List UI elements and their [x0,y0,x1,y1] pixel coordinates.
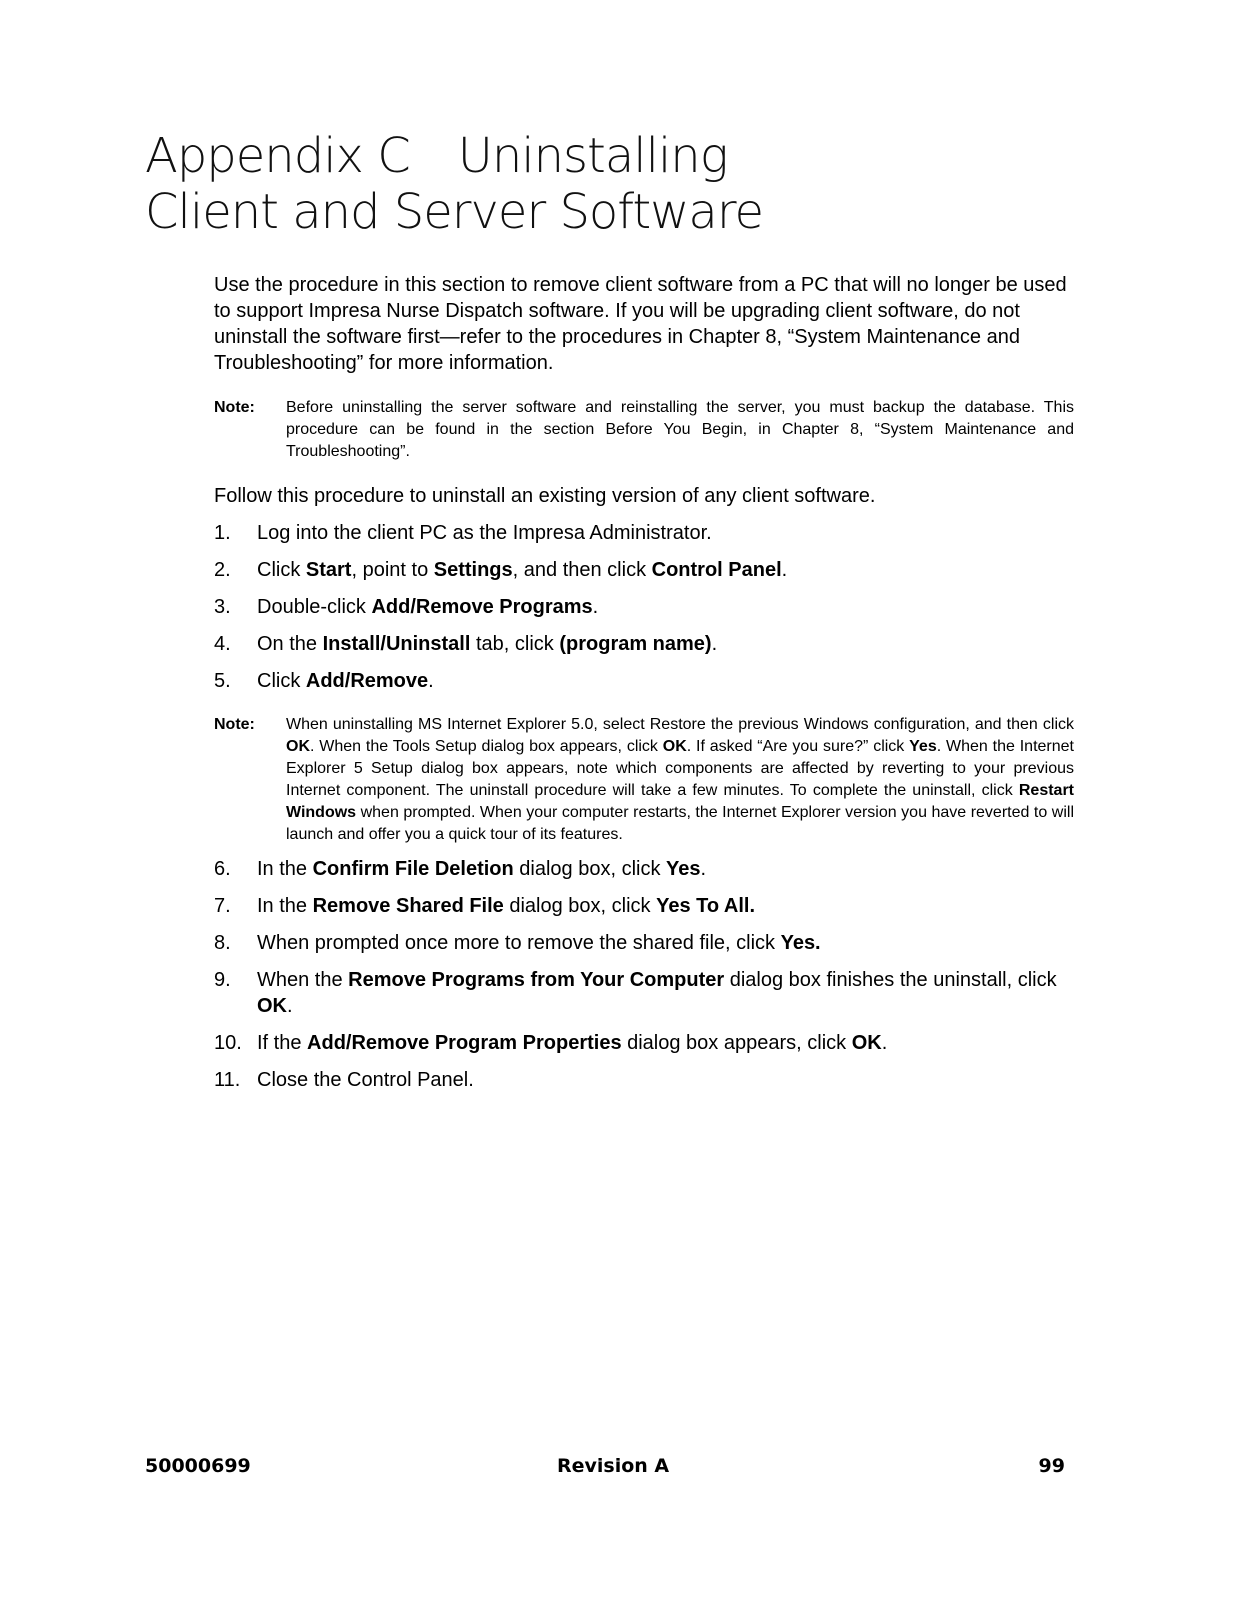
step-text [257,1067,1074,1093]
step-text-part: In the [257,858,313,880]
step-text-part: . When the Internet Explorer 5 Setup dialog box appears, note which components are affected by reverting to your previous Internet component. The uninstall procedure will take a few minutes. To complete the uninstall, click [286,738,1074,799]
list-item [214,631,1074,657]
list-item [214,893,1074,919]
step-number: 9. [214,969,231,991]
procedure-lead: Follow this procedure to uninstall an existing version of any client software. [214,485,876,507]
step-text [257,967,1074,1019]
list-item [214,594,1074,620]
title-appendix: Appendix C [145,128,410,184]
ui-term: Start [305,559,352,581]
step-text [257,557,1074,583]
ui-term: OK [851,1032,882,1054]
step-text [257,1030,1074,1056]
step-text-part: When prompted once more to remove the shared file, click [257,932,781,954]
step-text-part: . [592,596,599,618]
step-number: 2. [214,559,231,581]
ui-term: Add/Remove Programs [371,596,593,618]
step-text-part: Click [257,559,306,581]
step-number: 3. [214,596,231,618]
step-number: 10. [214,1032,242,1054]
footer-revision: Revision A [557,1455,670,1477]
list-item [214,856,1074,882]
footer-doc-number: 50000699 [145,1455,251,1477]
list-item [214,930,1074,956]
ui-term: (program name) [559,633,712,655]
step-text-part: tab, click [470,633,560,655]
step-text-part: Click [257,670,306,692]
step-text-part: , and then click [512,559,652,581]
steps-list-a [214,520,1074,705]
step-number: 7. [214,895,231,917]
step-text-part: . [700,858,707,880]
ui-term: OK [286,738,310,755]
step-text-part: when prompted. When your computer restarts, the Internet Explorer version you have reverted to will launch and offer you a quick tour of its features. [286,804,1074,843]
note-backup [214,397,1074,463]
step-text-part: When uninstalling MS Internet Explorer 5.0, select Restore the previous Windows configuration, and then click [286,716,1074,733]
step-text-part: . [287,995,293,1017]
step-text [257,594,1074,620]
ui-term: OK [662,738,687,755]
ui-term: Yes [666,858,701,880]
step-text-part: . If asked “Are you sure?” click [686,738,910,755]
step-text-part: dialog box, click [503,895,657,917]
note-text [286,714,1074,846]
step-number: 8. [214,932,231,954]
ui-term: Remove Programs from Your Computer [348,969,725,991]
list-item [214,668,1074,694]
step-text-part: . [428,670,434,692]
step-text-part: Double-click [257,596,372,618]
step-text-part: dialog box, click [513,858,667,880]
ui-term: OK [257,995,287,1017]
list-item [214,967,1074,1019]
ui-term: Control Panel [651,559,782,581]
ui-term: Add/Remove Program Properties [307,1032,622,1054]
list-item [214,520,1074,546]
step-number: 1. [214,522,231,544]
title-uninstalling: Uninstalling [457,128,728,184]
step-text-part: If the [257,1032,308,1054]
step-text-part: In the [257,895,313,917]
step-text-part: On the [257,633,323,655]
ui-term: Yes [909,738,937,755]
ui-term: Confirm File Deletion [312,858,514,880]
step-number: 6. [214,858,231,880]
list-item [214,1030,1074,1056]
step-number: 11. [214,1069,241,1091]
step-text-part: dialog box finishes the uninstall, click [724,969,1057,991]
step-number: 4. [214,633,231,655]
list-item [214,557,1074,583]
step-text [257,930,1074,956]
ui-term: Yes To All. [656,895,756,917]
note-text: Before uninstalling the server software and reinstalling the server, you must backup the database. This procedure can be found in the section Before You Begin, in Chapter 8, “System Maintenance and Troubleshooting”. [286,399,1074,460]
intro-paragraph: Use the procedure in this section to remove client software from a PC that will no longer be used to support Impresa Nurse Dispatch software. If you will be upgrading client software, do not uninstall the software first—refer to the procedures in Chapter 8, “System Maintenance and Troubleshooting” for more information. [214,274,1067,374]
step-text [257,631,1074,657]
step-text-part: Close the Control Panel. [257,1069,474,1091]
ui-term: Yes. [780,932,821,954]
ui-term: Settings [433,559,513,581]
steps-list-b [214,856,1074,1104]
step-text-part: dialog box appears, click [621,1032,852,1054]
step-text-part: . [881,1032,888,1054]
ui-term: Add/Remove [305,670,429,692]
step-text [257,668,1074,694]
note-ie-uninstall [214,714,1074,846]
footer-page-number: 99 [1038,1455,1065,1477]
step-text-part: When the [257,969,349,991]
step-text-part: . [781,559,788,581]
step-text [257,856,1074,882]
step-text-part: , point to [351,559,434,581]
ui-term: Restart Windows [286,782,1074,821]
step-number: 5. [214,670,231,692]
step-text-part: Log into the client PC as the Impresa Administrator. [257,522,712,544]
step-text [257,520,1074,546]
list-item [214,1067,1074,1093]
note-label: Note: [214,716,255,733]
ui-term: Remove Shared File [312,895,504,917]
note-label: Note: [214,399,255,416]
page-title [145,128,763,240]
step-text-part: . When the Tools Setup dialog box appears, click [310,738,663,755]
title-subject: Client and Server Software [145,184,764,240]
step-text-part: . [711,633,718,655]
step-text [257,893,1074,919]
ui-term: Install/Uninstall [322,633,471,655]
